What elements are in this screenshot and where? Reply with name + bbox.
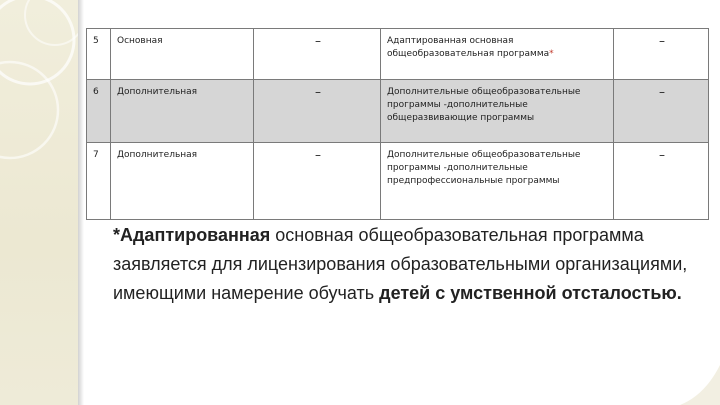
row-number: 7 [87,143,111,220]
row-col5: – [614,29,709,80]
row-program: Адаптированная основная общеобразовательная программа* [381,29,614,80]
decorative-side-panel [0,0,78,405]
footnote-bold-start: *Адаптированная [113,225,271,245]
row-col3: – [254,29,381,80]
footnote-mark: * [549,49,554,59]
row-number: 6 [87,80,111,143]
row-col5: – [614,80,709,143]
row-type: Дополнительная [111,80,254,143]
table-row [87,80,709,143]
decorative-circles [0,0,78,405]
row-col5: – [614,143,709,220]
program-table [86,28,709,220]
footnote-text [113,221,693,308]
row-number: 5 [87,29,111,80]
page-edge-shadow [78,0,84,405]
row-col3: – [254,80,381,143]
row-type: Дополнительная [111,143,254,220]
row-type: Основная [111,29,254,80]
table-row [87,143,709,220]
page-curl-decoration [660,345,720,405]
row-program: Дополнительные общеобразовательные программы -дополнительные общеразвивающие программы [381,80,614,143]
table-row [87,29,709,80]
row-program: Дополнительные общеобразовательные программы -дополнительные предпрофессиональные программы [381,143,614,220]
row-col3: – [254,143,381,220]
footnote-bold-end: детей с умственной отсталостью. [379,283,682,303]
footnote-middle: основная общеобразовательная программа заявляется для лицензирования образовательными организациями, имеющими намерение обучать [113,225,688,303]
